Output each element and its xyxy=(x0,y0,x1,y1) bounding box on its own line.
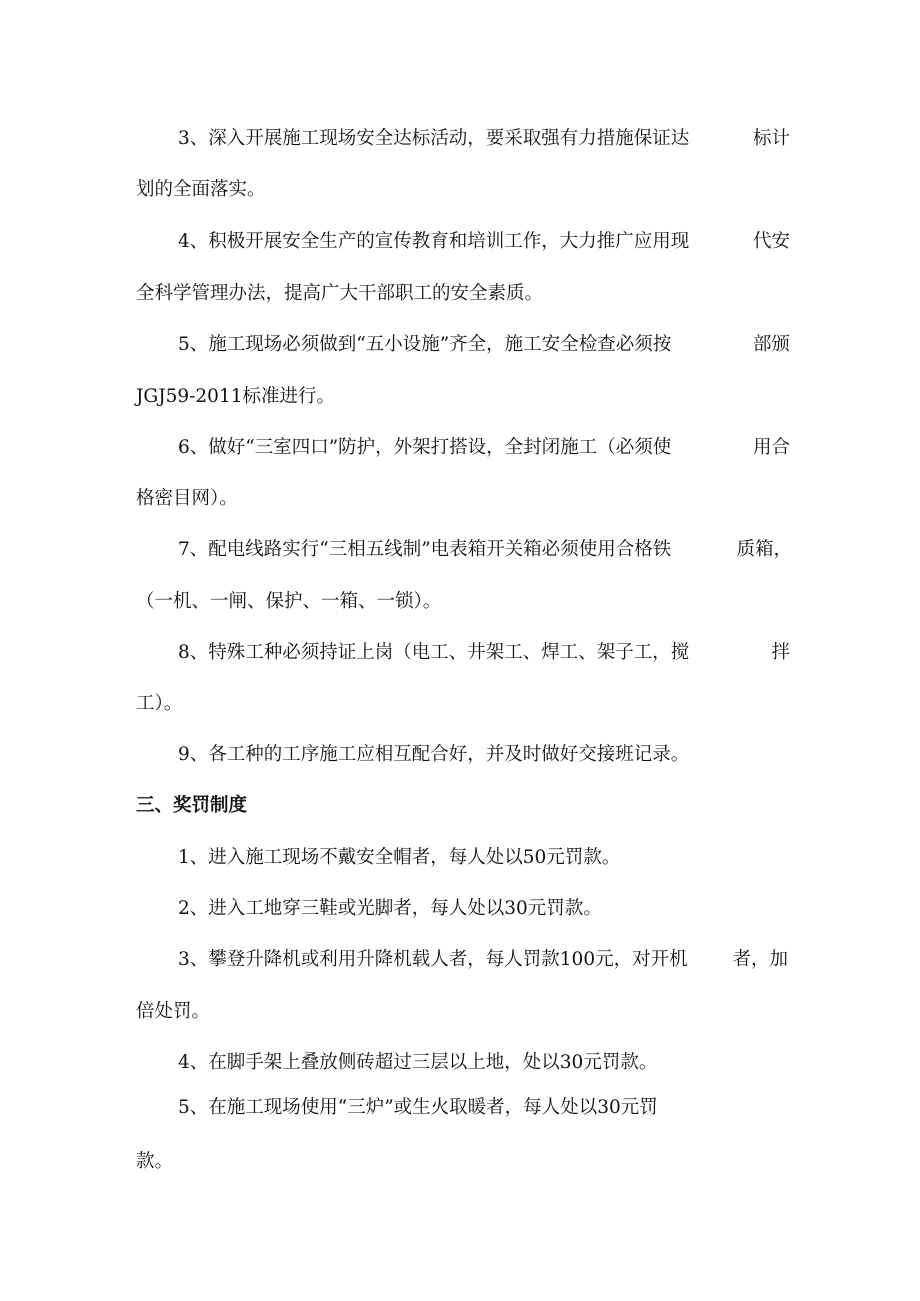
paragraph-continuation: 款。 xyxy=(136,1151,174,1172)
penalty-item-1: 1、进入施工现场不戴安全帽者，每人处以50元罚款。 xyxy=(178,847,621,868)
paragraph-item-7 xyxy=(178,538,792,562)
penalty-item-4: 4、在脚手架上叠放侧砖超过三层以上地，处以30元罚款。 xyxy=(178,1052,658,1073)
paragraph-text-tail: 代安 xyxy=(752,231,790,252)
paragraph-text: 8、特殊工种必须持证上岗（电工、井架工、焊工、架子工，搅 xyxy=(178,642,690,663)
paragraph-text: 7、配电线路实行“三相五线制”电表箱开关箱必须使用合格铁 xyxy=(178,539,672,560)
paragraph-continuation: JGJ59-2011标准进行。 xyxy=(136,386,335,407)
paragraph-item-3 xyxy=(178,127,790,151)
paragraph-continuation: 格密目网）。 xyxy=(136,488,238,509)
paragraph-continuation: 全科学管理办法，提高广大干部职工的安全素质。 xyxy=(136,283,544,304)
paragraph-text-tail: 质箱， xyxy=(736,539,792,560)
paragraph-item-6 xyxy=(178,436,790,460)
paragraph-text: 6、做好“三室四口”防护，外架打搭设，全封闭施工（必须使 xyxy=(178,437,672,458)
section-heading: 三、奖罚制度 xyxy=(136,795,248,816)
penalty-item-3 xyxy=(178,948,788,972)
paragraph-text: 5、施工现场必须做到“五小设施”齐全，施工安全检查必须按 xyxy=(178,334,672,355)
penalty-item-2: 2、进入工地穿三鞋或光脚者，每人处以30元罚款。 xyxy=(178,898,602,919)
paragraph-item-9: 9、各工种的工序施工应相互配合好，并及时做好交接班记录。 xyxy=(178,744,690,765)
paragraph-text-tail: 部颁 xyxy=(752,334,790,355)
paragraph-item-5 xyxy=(178,333,790,357)
paragraph-item-4 xyxy=(178,230,790,254)
paragraph-item-8 xyxy=(178,641,790,665)
paragraph-continuation: 划的全面落实。 xyxy=(136,179,266,200)
paragraph-continuation: 工）。 xyxy=(136,693,183,714)
paragraph-text-tail: 拌 xyxy=(771,642,790,663)
paragraph-text: 3、攀登升降机或利用升降机载人者，每人罚款100元，对开机 xyxy=(178,949,688,970)
paragraph-continuation: （一机、一闸、保护、一箱、一锁）。 xyxy=(136,591,442,612)
penalty-item-5: 5、在施工现场使用“三炉”或生火取暖者，每人处以30元罚 xyxy=(178,1097,658,1118)
paragraph-text-tail: 者，加 xyxy=(732,949,788,970)
paragraph-text: 3、深入开展施工现场安全达标活动，要采取强有力措施保证达 xyxy=(178,128,690,149)
paragraph-text-tail: 用合 xyxy=(752,437,790,458)
paragraph-text-tail: 标计 xyxy=(752,128,790,149)
paragraph-text: 4、积极开展安全生产的宣传教育和培训工作，大力推广应用现 xyxy=(178,231,690,252)
paragraph-continuation: 倍处罚。 xyxy=(136,1001,211,1022)
